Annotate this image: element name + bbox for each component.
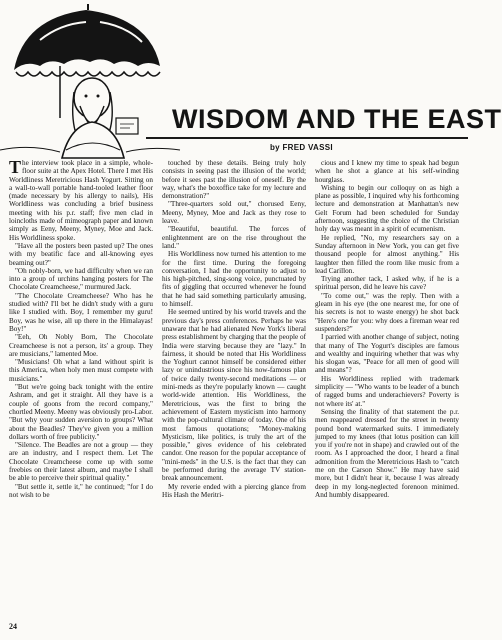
paragraph: "Eeh, Oh Nobly Born, The Chocolate Creamcheese is not a person, its' a group. They are musicians," lamented Moe. [9, 333, 153, 358]
paragraph: "Have all the posters been pasted up? The ones with my beatific face and all-knowing eyes beaming out?" [9, 241, 153, 267]
paragraph: Sensing the finality of that statement the p.r. men reappeared dressed for the street in twenty pound bond watermarked suits. I immediately jumped to my knees (that lotus position can kill you if you're not in shape) and crawled out of the room. As I approached the door, I heard a final admonition from the Meretricious Hash to "catch me on the Carson Show." He may have said more, but I didn't hear it, because I was already deep in my long-neglected forenoon minimed. And humbly disappeared. [315, 407, 459, 499]
paragraph: "The Chocolate Creamcheese? Who has he studied with? I'll bet he didn't study with a guru like I studied with. Boy, I remember my guru! Boy, was he wise, all up there in the Himalayas! Boy!" [9, 291, 153, 333]
paragraph: "But we're going back tonight with the entire Ashram, and get it straight. All they have is a couple of goons from the record company," chortled Meeny. Meeny was obviously pro-Labor. "But why your sudden aversion to groups? What about the Beadles? They've given you a million dollars worth of free publicity." [9, 383, 153, 441]
article-headline: WISDOM AND THE EAST [172, 104, 502, 134]
paragraph: "Oh nobly-born, we had difficulty when we ran into a group of urchins hanging posters for The Chocolate Creamcheese," murmured Jack. [9, 266, 153, 292]
paragraph: "Beautiful, beautiful. The forces of enlightenment are on the rise throughout the land." [162, 225, 306, 250]
paragraph: His Worldliness now turned his attention to me for the first time. During the foregoing conversation, I had the opportunity to adjust to his high-pitched, sing-song voice, punctuated by fits of giggling that occurred whenever he found that he had said something particularly amusing, to himself. [162, 250, 306, 309]
byline: by FRED VASSI [270, 143, 333, 152]
headline-rule [146, 137, 468, 139]
page-number: 24 [9, 622, 17, 631]
drop-cap: T [9, 157, 22, 177]
paragraph: His Worldliness replied with trademark simplicity — "Who wants to be leader of a bunch of ragged bums and underachievers? Poverty is not where its' at." [315, 374, 459, 408]
paragraph: He seemed untired by his world travels and the previous day's press conferences. Perhaps he was unaware that he had alienated New York's liberal press establishment by charging that the people of India were starving because they are "lazy." In fairness, it should be noted that His Worldliness the Yoghurt cannot himself be considered either lazy or unindustrious since his now-famous plan of twice daily twenty-second meditations — or mini-meds as they're popularly known — caught world-wide attention. His Worldliness, the Meretricious, was the first to bring the achievement of Eastern mysticism into harmony with the pop-cultural climate of today. One of his most famous quotations; "Money-making Mysticism, like politics, is truly the art of the possible," gives evidence of his celebrated candor. One reason for the popular acceptance of "mini-meds" in the U.S. is the fact that they can be performed during the average TV station-break announcement. [162, 308, 306, 483]
paragraph: "Three-quarters sold out," chorused Eeny, Meeny, Myney, Moe and Jack as they rose to leave. [162, 200, 306, 226]
paragraph: My reverie ended with a piercing glance from His Hash the Meritri- [162, 482, 306, 499]
paragraph: "Silence. The Beadles are not a group — they are an industry, and I respect them. Let The Chocolate Creamcheese come up with some freebies on their latest album, and maybe I shall be able to perceive their spiritual quality." [9, 441, 153, 483]
column-1 [9, 159, 153, 619]
paragraph: Wishing to begin our colloquy on as high a plane as possible, I inquired why his forthcoming lecture and demonstration at Manhattan's new Gelt Forum had been scheduled for Sunday afternoon, suggesting the choice of the Christian holy day was meant in a spirit of ecumenism. [315, 183, 459, 234]
paragraph: The interview took place in a simple, whole-floor suite at the Apex Hotel. There I met His Worldliness Meretricious Hash Yogurt. Sitting on a wall-to-wall portable hand-tooled leather floor (made necessary by his allergy to nails), His Worldliness was concluding a brief business meeting with his p.r. staff; five men clad in loincloths made of mimeograph paper and known simply as Eeny, Meeny, Myney, Moe and Jack. His Worldliness spoke. [9, 157, 153, 242]
paragraph: cious and I knew my time to speak had begun when he shot a glance at his self-winding hourglass. [315, 159, 459, 184]
paragraph: "But settle it, settle it," he continued; "for I do not wish to be [9, 482, 153, 499]
paragraph: "To come out," was the reply. Then with a gleam in his eye (the one nearest me, for one of his secrets is not to waste energy) he shot back "Here's one for you: why does a fireman wear red suspenders?" [315, 291, 459, 333]
paragraph: I parried with another change of subject, noting that many of The Yogurt's disciples are famous and wealthy and inquiring whether that was why his slogan was, "Peace for all men of good will and means"? [315, 333, 459, 375]
column-3 [315, 159, 459, 619]
paragraph: touched by these details. Being truly holy consists in seeing past the illusion of the world; before it sees past the illusion of oneself. By the way, what's the boxoffice take for my lecture and demonstration?" [162, 159, 306, 201]
guru-illustration [0, 0, 180, 158]
paragraph: "Musicians! Oh what a land without spirit is this America, when holy men must compete with musicians." [9, 358, 153, 383]
paragraph: He replied, "No, my researchers say on a Sunday afternoon in New York, you can get five thousand people for almost anything." His laughter then filled the room like music from a lead Carillon. [315, 233, 459, 275]
column-2 [162, 159, 306, 619]
article-body [9, 159, 459, 619]
paragraph: Trying another tack, I asked why, if he is a spiritual person, did he leave his cave? [315, 275, 459, 292]
